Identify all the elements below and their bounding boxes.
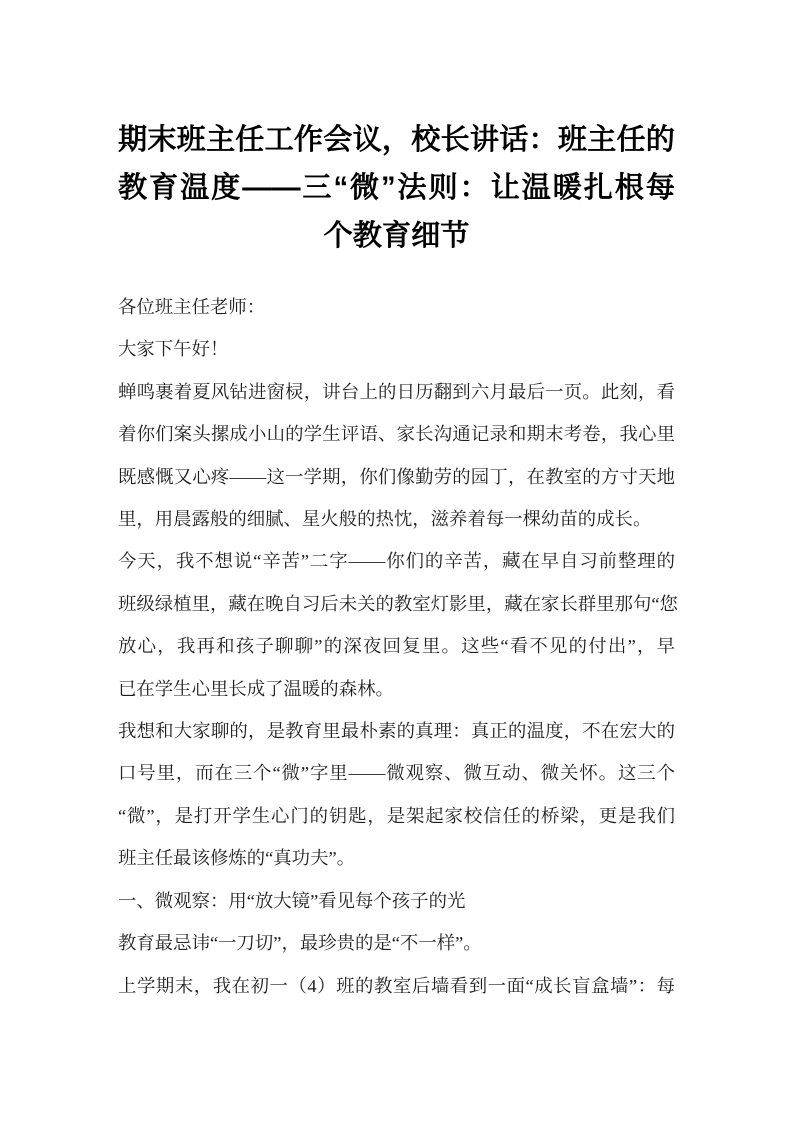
paragraph-line: 班主任最该修炼的“真功夫”。 [118, 848, 356, 869]
title-line: 个教育细节 [323, 220, 470, 252]
paragraph-line: “微”，是打开学生心门的钥匙，是架起家校信任的桥梁，更是我们 [118, 805, 675, 826]
paragraph-line: 教育最忌讳“一刀切”，最珍贵的是“不一样”。 [118, 933, 482, 954]
paragraph-line: 已在学生心里长成了温暖的森林。 [118, 678, 394, 699]
paragraph-line: 班级绿植里，藏在晚自习后未关的教室灯影里，藏在家长群里那句“您 [118, 593, 678, 614]
title-line: 教育温度——三“微”法则：让温暖扎根每 [118, 172, 675, 204]
paragraph-line: 里，用晨露般的细腻、星火般的热忱，滋养着每一棵幼苗的成长。 [118, 509, 652, 530]
paragraph-line: 着你们案头摞成小山的学生评语、家长沟通记录和期末考卷，我心里 [118, 424, 675, 445]
title-line: 期末班主任工作会议，校长讲话：班主任的 [118, 124, 675, 156]
section-heading: 一、微观察：用“放大镜”看见每个孩子的光 [118, 890, 466, 911]
greeting-line: 大家下午好！ [118, 339, 229, 360]
document-title [118, 116, 675, 260]
paragraph-line: 放心，我再和孩子聊聊”的深夜回复里。这些“看不见的付出”，早 [118, 636, 675, 657]
paragraph-line: 我想和大家聊的，是教育里最朴素的真理：真正的温度，不在宏大的 [118, 721, 675, 742]
paragraph-line: 口号里，而在三个“微”字里——微观察、微互动、微关怀。这三个 [118, 763, 675, 784]
paragraph-line: 既感慨又心疼——这一学期，你们像勤劳的园丁，在教室的方寸天地 [118, 466, 675, 487]
document-body [118, 286, 678, 1007]
salutation-line: 各位班主任老师： [118, 297, 266, 317]
paragraph-line: 上学期末，我在初一（4）班的教室后墙看到一面“成长盲盒墙”：每 [118, 975, 675, 996]
paragraph-line: 今天，我不想说“辛苦”二字——你们的辛苦，藏在早自习前整理的 [118, 551, 675, 572]
paragraph-line: 蝉鸣裹着夏风钻进窗棂，讲台上的日历翻到六月最后一页。此刻，看 [118, 381, 675, 402]
